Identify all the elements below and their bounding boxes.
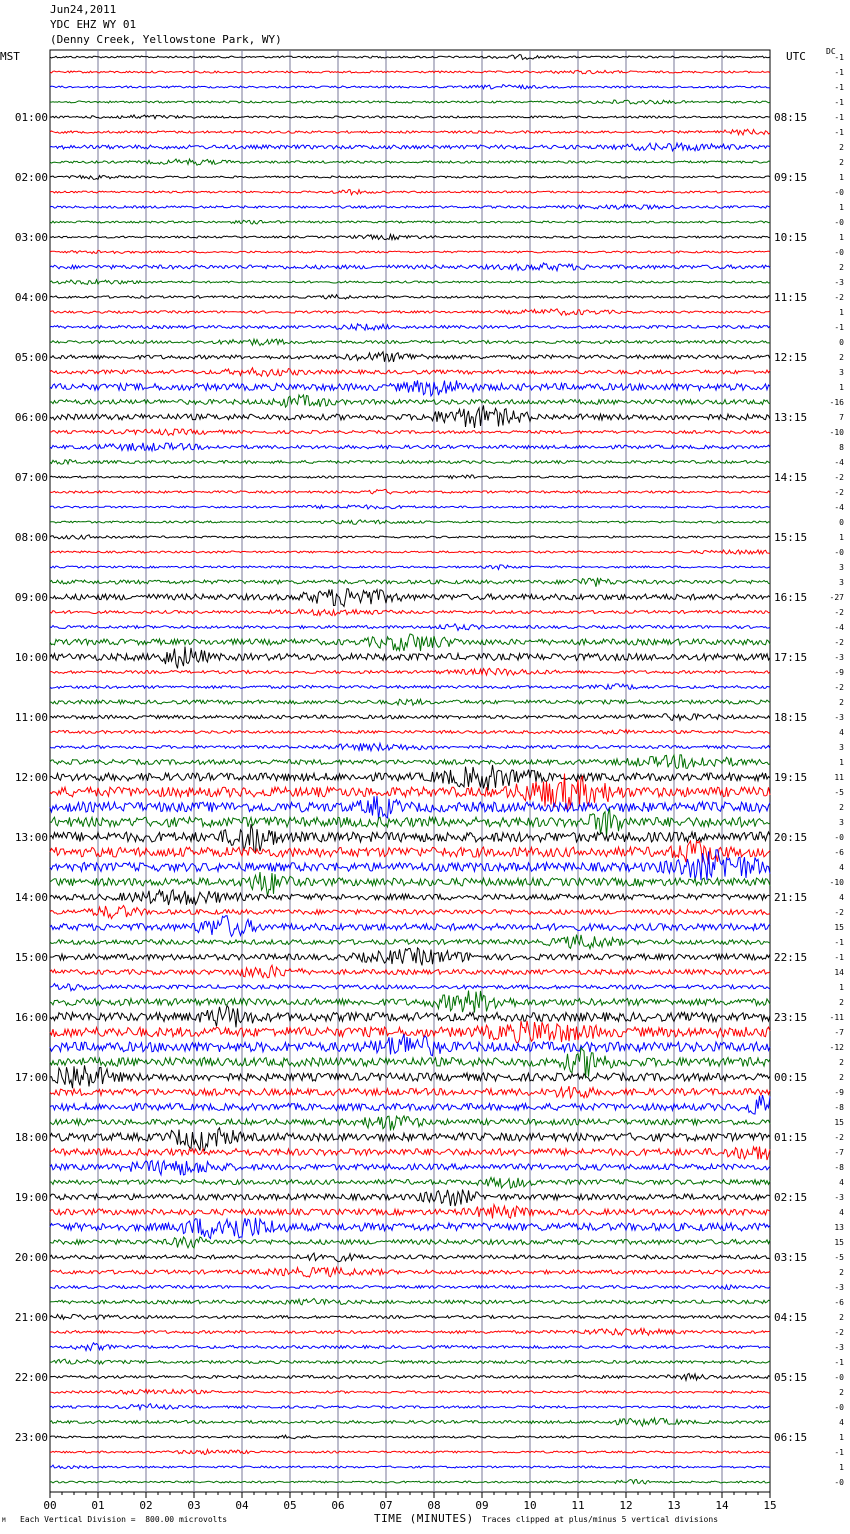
seismic-trace <box>50 1314 770 1319</box>
dc-offset-value: 2 <box>839 698 844 707</box>
x-tick-label: 02 <box>139 1499 153 1512</box>
right-hour-label: 04:15 <box>774 1311 808 1324</box>
x-tick-label: 09 <box>475 1499 489 1512</box>
dc-offset-value: -1 <box>834 1358 844 1367</box>
seismic-trace <box>50 1128 770 1151</box>
dc-offset-value: -7 <box>834 1148 844 1157</box>
seismic-trace <box>50 1373 770 1380</box>
dc-offset-value: -0 <box>834 1373 844 1382</box>
dc-offset-value: -5 <box>834 1253 844 1262</box>
dc-offset-value: -1 <box>834 953 844 962</box>
x-tick-label: 01 <box>91 1499 105 1512</box>
right-hour-label: 15:15 <box>774 531 808 544</box>
right-hour-label: 11:15 <box>774 291 808 304</box>
dc-offset-value: -9 <box>834 1088 844 1097</box>
seismic-trace <box>50 984 770 991</box>
right-hour-label: 20:15 <box>774 831 808 844</box>
left-timezone-label: MST <box>0 50 20 63</box>
x-tick-label: 13 <box>667 1499 681 1512</box>
dc-offset-value: 2 <box>839 803 844 812</box>
seismic-trace <box>50 1359 770 1364</box>
dc-offset-value: -2 <box>834 908 844 917</box>
seismic-trace <box>50 624 770 631</box>
dc-offset-value: 4 <box>839 1178 844 1187</box>
seismic-trace <box>50 250 770 253</box>
seismic-trace <box>50 1190 770 1207</box>
x-tick-label: 04 <box>235 1499 249 1512</box>
left-hour-label: 02:00 <box>14 171 48 184</box>
right-hour-label: 05:15 <box>774 1371 808 1384</box>
dc-offset-value: -0 <box>834 548 844 557</box>
seismic-trace <box>50 380 770 396</box>
seismic-trace <box>50 143 770 151</box>
seismic-trace <box>50 70 770 74</box>
dc-offset-value: 2 <box>839 1388 844 1397</box>
seismic-trace <box>50 578 770 587</box>
dc-offset-value: -0 <box>834 218 844 227</box>
seismic-trace <box>50 1389 770 1394</box>
seismic-trace <box>50 1404 770 1410</box>
seismic-trace <box>50 808 770 837</box>
seismic-trace <box>50 1034 770 1056</box>
left-hour-label: 06:00 <box>14 411 48 424</box>
dc-offset-value: 4 <box>839 893 844 902</box>
dc-offset-value: -1 <box>834 68 844 77</box>
dc-offset-value: 4 <box>839 728 844 737</box>
x-tick-label: 11 <box>571 1499 585 1512</box>
seismic-trace <box>50 368 770 377</box>
dc-offset-value: -3 <box>834 1343 844 1352</box>
dc-offset-value: -1 <box>834 1448 844 1457</box>
dc-offset-value: -7 <box>834 1028 844 1037</box>
seismic-trace <box>50 1095 770 1114</box>
seismic-trace <box>50 85 770 89</box>
dc-offset-value: 1 <box>839 1433 844 1442</box>
seismic-trace <box>50 295 770 299</box>
x-tick-label: 14 <box>715 1499 729 1512</box>
left-hour-label: 18:00 <box>14 1131 48 1144</box>
seismic-trace <box>50 550 770 554</box>
seismic-trace <box>50 841 770 864</box>
seismic-trace <box>50 205 770 210</box>
axis-labels <box>15 53 844 1512</box>
dc-offset-value: -3 <box>834 713 844 722</box>
dc-offset-value: -8 <box>834 1103 844 1112</box>
seismic-trace <box>50 263 770 271</box>
dc-offset-value: -27 <box>829 593 844 602</box>
right-timezone-label: UTC <box>786 50 806 63</box>
seismic-trace <box>50 948 770 966</box>
seismic-trace <box>50 755 770 769</box>
right-hour-label: 09:15 <box>774 171 808 184</box>
seismic-trace <box>50 520 770 524</box>
dc-offset-value: 2 <box>839 143 844 152</box>
dc-offset-value: -8 <box>834 1163 844 1172</box>
dc-offset-value: 3 <box>839 368 844 377</box>
dc-offset-value: 1 <box>839 983 844 992</box>
dc-offset-value: 1 <box>839 533 844 542</box>
dc-offset-value: -6 <box>834 1298 844 1307</box>
x-tick-label: 00 <box>43 1499 57 1512</box>
right-hour-label: 02:15 <box>774 1191 808 1204</box>
seismic-trace <box>50 339 770 346</box>
right-hour-label: 13:15 <box>774 411 808 424</box>
seismic-trace <box>50 1065 770 1088</box>
left-hour-label: 13:00 <box>14 831 48 844</box>
seismic-trace <box>50 872 770 896</box>
record-date: Jun24,2011 <box>50 3 117 16</box>
x-tick-label: 07 <box>379 1499 393 1512</box>
dc-offset-value: -3 <box>834 278 844 287</box>
station-location: (Denny Creek, Yellowstone Park, WY) <box>50 33 282 46</box>
dc-offset-value: -2 <box>834 1328 844 1337</box>
seismic-trace <box>50 175 770 179</box>
seismic-trace <box>50 1218 770 1239</box>
dc-offset-value: -2 <box>834 488 844 497</box>
seismic-trace <box>50 1343 770 1351</box>
dc-offset-value: 15 <box>834 923 844 932</box>
seismic-trace <box>50 824 770 853</box>
dc-offset-value: 2 <box>839 1268 844 1277</box>
left-hour-label: 15:00 <box>14 951 48 964</box>
dc-offset-value: 1 <box>839 203 844 212</box>
seismic-trace <box>50 1449 770 1454</box>
dc-offset-value: -16 <box>829 398 844 407</box>
seismic-trace <box>50 505 770 509</box>
left-hour-label: 08:00 <box>14 531 48 544</box>
seismic-trace <box>50 475 770 479</box>
seismic-trace <box>50 991 770 1013</box>
right-hour-label: 19:15 <box>774 771 808 784</box>
left-hour-label: 22:00 <box>14 1371 48 1384</box>
seismic-trace <box>50 647 770 669</box>
dc-offset-value: 3 <box>839 563 844 572</box>
seismic-trace <box>50 309 770 315</box>
right-hour-label: 21:15 <box>774 891 808 904</box>
dc-offset-value: 1 <box>839 758 844 767</box>
dc-offset-value: 4 <box>839 1208 844 1217</box>
dc-offset-value: 4 <box>839 863 844 872</box>
left-hour-label: 16:00 <box>14 1011 48 1024</box>
seismic-trace <box>50 280 770 285</box>
dc-offset-value: 2 <box>839 263 844 272</box>
dc-offset-value: -2 <box>834 638 844 647</box>
dc-offset-value: -1 <box>834 323 844 332</box>
seismic-trace <box>50 159 770 165</box>
dc-offset-value: -1 <box>834 128 844 137</box>
dc-offset-value: -3 <box>834 1193 844 1202</box>
seismic-trace <box>50 589 770 607</box>
seismic-trace <box>50 190 770 195</box>
dc-offset-value: 13 <box>834 1223 844 1232</box>
dc-offset-value: -2 <box>834 608 844 617</box>
seismic-trace <box>50 535 770 539</box>
seismic-trace <box>50 220 770 224</box>
right-hour-label: 16:15 <box>774 591 808 604</box>
left-hour-label: 23:00 <box>14 1431 48 1444</box>
seismic-trace <box>50 729 770 734</box>
seismic-trace <box>50 743 770 751</box>
dc-offset-value: -10 <box>829 878 844 887</box>
seismic-trace <box>50 699 770 705</box>
seismic-trace <box>50 684 770 689</box>
dc-offset-value: 2 <box>839 1313 844 1322</box>
seismic-trace <box>50 395 770 407</box>
x-axis-title: TIME (MINUTES) <box>374 1512 474 1525</box>
x-tick-label: 10 <box>523 1499 537 1512</box>
right-hour-label: 22:15 <box>774 951 808 964</box>
left-hour-label: 05:00 <box>14 351 48 364</box>
clip-note: Traces clipped at plus/minus 5 vertical divisions <box>482 1515 719 1524</box>
right-hour-label: 00:15 <box>774 1071 808 1084</box>
right-hour-label: 12:15 <box>774 351 808 364</box>
seismic-trace <box>50 565 770 570</box>
seismic-trace <box>50 460 770 465</box>
left-hour-label: 20:00 <box>14 1251 48 1264</box>
seismic-trace <box>50 668 770 675</box>
left-hour-label: 17:00 <box>14 1071 48 1084</box>
dc-offset-value: 1 <box>839 1463 844 1472</box>
seismic-trace <box>50 352 770 362</box>
dc-offset-value: -3 <box>834 1283 844 1292</box>
seismic-trace <box>50 935 770 949</box>
right-hour-label: 03:15 <box>774 1251 808 1264</box>
dc-offset-value: 3 <box>839 578 844 587</box>
left-hour-label: 04:00 <box>14 291 48 304</box>
dc-offset-value: 11 <box>834 773 844 782</box>
seismic-trace <box>50 1177 770 1188</box>
left-hour-label: 10:00 <box>14 651 48 664</box>
seismic-trace <box>50 634 770 651</box>
dc-offset-value: 0 <box>839 338 844 347</box>
dc-offset-value: -3 <box>834 653 844 662</box>
x-tick-label: 06 <box>331 1499 345 1512</box>
x-tick-label: 03 <box>187 1499 201 1512</box>
seismic-trace <box>50 1161 770 1175</box>
x-tick-label: 12 <box>619 1499 633 1512</box>
right-hour-label: 06:15 <box>774 1431 808 1444</box>
dc-offset-value: -6 <box>834 848 844 857</box>
right-hour-label: 01:15 <box>774 1131 808 1144</box>
dc-offset-value: 15 <box>834 1118 844 1127</box>
dc-offset-value: -10 <box>829 428 844 437</box>
dc-offset-value: -2 <box>834 1133 844 1142</box>
seismic-trace <box>50 1006 770 1028</box>
right-hour-label: 17:15 <box>774 651 808 664</box>
seismic-trace <box>50 765 770 790</box>
right-hour-label: 08:15 <box>774 111 808 124</box>
dc-offset-value: -1 <box>834 113 844 122</box>
scale-note: Each Vertical Division = 800.00 microvolts <box>20 1515 228 1524</box>
dc-offset-value: -0 <box>834 833 844 842</box>
seismic-trace <box>50 234 770 239</box>
dc-offset-value: 1 <box>839 173 844 182</box>
seismic-trace <box>50 443 770 451</box>
seismic-trace <box>50 1418 770 1426</box>
x-tick-label: 05 <box>283 1499 297 1512</box>
dc-offset-value: 14 <box>834 968 844 977</box>
dc-offset-value: 3 <box>839 743 844 752</box>
seismic-trace <box>50 1267 770 1277</box>
seismic-trace <box>50 429 770 435</box>
seismic-trace <box>50 1299 770 1305</box>
trace-group <box>50 55 770 1485</box>
seismic-trace <box>50 906 770 919</box>
dc-offset-value: 1 <box>839 383 844 392</box>
dc-offset-value: 2 <box>839 353 844 362</box>
dc-offset-value: -0 <box>834 1478 844 1487</box>
dc-offset-value: 4 <box>839 1418 844 1427</box>
dc-offset-value: -1 <box>834 53 844 62</box>
seismic-trace <box>50 609 770 615</box>
dc-offset-value: -0 <box>834 1403 844 1412</box>
dc-offset-value: 2 <box>839 998 844 1007</box>
dc-offset-header: DC <box>826 47 836 56</box>
seismic-trace <box>50 1328 770 1335</box>
x-tick-label: 08 <box>427 1499 441 1512</box>
dc-offset-value: 3 <box>839 818 844 827</box>
right-hour-label: 10:15 <box>774 231 808 244</box>
seismic-trace <box>50 129 770 135</box>
dc-offset-value: -9 <box>834 668 844 677</box>
seismic-trace <box>50 890 770 905</box>
seismic-trace <box>50 965 770 978</box>
dc-offset-value: -5 <box>834 788 844 797</box>
dc-offset-value: 1 <box>839 233 844 242</box>
dc-offset-value: -11 <box>829 1013 844 1022</box>
seismic-trace <box>50 1253 770 1262</box>
dc-offset-value: -2 <box>834 293 844 302</box>
left-hour-label: 01:00 <box>14 111 48 124</box>
dc-offset-value: -0 <box>834 248 844 257</box>
seismic-trace <box>50 324 770 330</box>
left-hour-label: 07:00 <box>14 471 48 484</box>
corner-mark: M <box>2 1517 6 1524</box>
left-hour-label: 19:00 <box>14 1191 48 1204</box>
dc-offset-value: 7 <box>839 413 844 422</box>
dc-offset-value: -4 <box>834 458 844 467</box>
seismic-trace <box>50 1435 770 1439</box>
left-hour-label: 03:00 <box>14 231 48 244</box>
dc-offset-value: -0 <box>834 188 844 197</box>
dc-offset-value: -12 <box>829 1043 844 1052</box>
dc-offset-value: -1 <box>834 938 844 947</box>
dc-offset-value: -1 <box>834 98 844 107</box>
right-hour-label: 18:15 <box>774 711 808 724</box>
seismic-trace <box>50 1237 770 1248</box>
station-code: YDC EHZ WY 01 <box>50 18 137 31</box>
seismic-trace <box>50 1086 770 1098</box>
seismic-trace <box>50 115 770 119</box>
seismic-trace <box>50 1480 770 1485</box>
right-hour-label: 23:15 <box>774 1011 808 1024</box>
left-hour-label: 11:00 <box>14 711 48 724</box>
dc-offset-value: 2 <box>839 1073 844 1082</box>
seismic-trace <box>50 796 770 819</box>
seismic-trace <box>50 100 770 104</box>
seismic-trace <box>50 714 770 721</box>
seismic-trace <box>50 1116 770 1131</box>
dc-offset-value: 1 <box>839 308 844 317</box>
seismic-trace <box>50 916 770 937</box>
dc-offset-value: 2 <box>839 158 844 167</box>
seismic-trace <box>50 1465 770 1469</box>
right-hour-label: 14:15 <box>774 471 808 484</box>
dc-offset-value: -2 <box>834 683 844 692</box>
seismic-trace <box>50 1147 770 1161</box>
seismic-trace <box>50 405 770 428</box>
left-hour-label: 14:00 <box>14 891 48 904</box>
dc-offset-value: -1 <box>834 83 844 92</box>
seismic-trace <box>50 1205 770 1219</box>
dc-offset-value: 0 <box>839 518 844 527</box>
x-tick-label: 15 <box>763 1499 777 1512</box>
left-hour-label: 21:00 <box>14 1311 48 1324</box>
dc-offset-value: 15 <box>834 1238 844 1247</box>
left-hour-label: 09:00 <box>14 591 48 604</box>
dc-offset-value: -4 <box>834 503 844 512</box>
left-hour-label: 12:00 <box>14 771 48 784</box>
seismic-trace <box>50 489 770 494</box>
dc-offset-value: -4 <box>834 623 844 632</box>
seismic-trace <box>50 850 770 880</box>
dc-offset-value: -2 <box>834 473 844 482</box>
seismic-trace <box>50 55 770 60</box>
dc-offset-value: 8 <box>839 443 844 452</box>
dc-offset-value: 2 <box>839 1058 844 1067</box>
seismic-trace <box>50 1285 770 1289</box>
